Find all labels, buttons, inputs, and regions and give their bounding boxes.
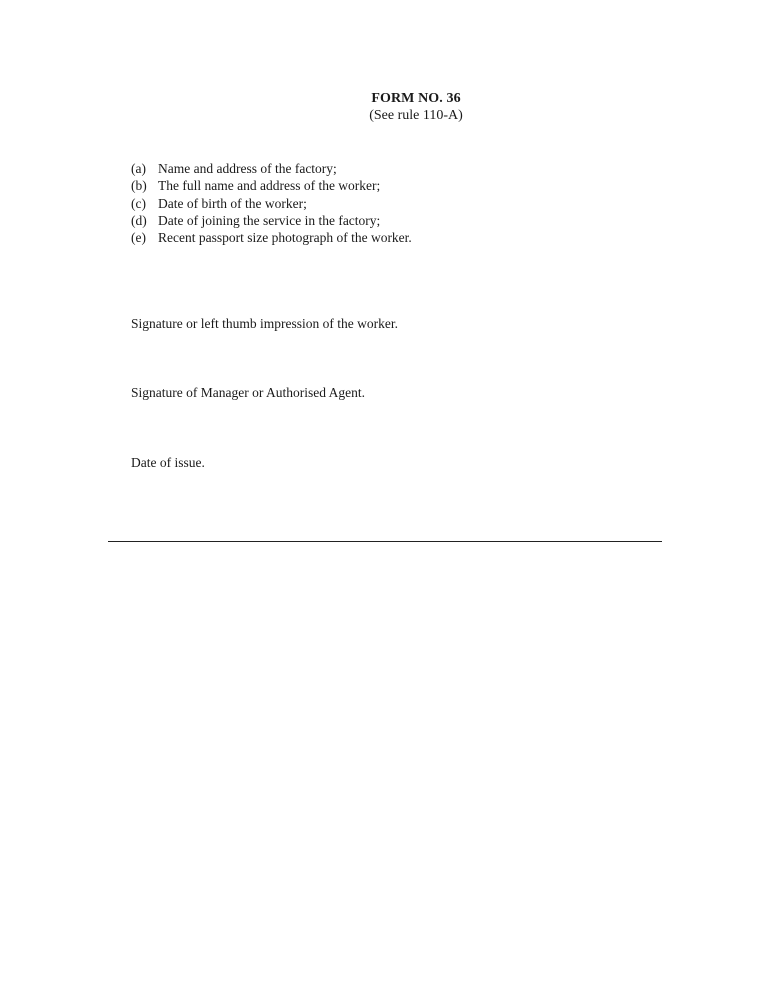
- signature-worker-label: Signature or left thumb impression of the worker.: [131, 316, 398, 331]
- item-text: Recent passport size photograph of the worker.: [158, 230, 412, 246]
- list-item: [131, 212, 412, 229]
- item-marker: (c): [131, 195, 146, 211]
- item-text: Date of joining the service in the factory;: [158, 212, 381, 228]
- form-title: FORM NO. 36: [371, 91, 461, 106]
- item-marker: (a): [131, 161, 146, 176]
- item-text: Date of birth of the worker;: [158, 195, 307, 211]
- signature-manager-label: Signature of Manager or Authorised Agent.: [131, 385, 365, 400]
- list-item: [131, 177, 412, 194]
- form-subtitle: (See rule 110-A): [369, 108, 463, 123]
- list-item: [131, 160, 412, 177]
- horizontal-rule: [108, 541, 662, 542]
- item-marker: (d): [131, 212, 147, 228]
- list-item: [131, 195, 412, 212]
- item-text: The full name and address of the worker;: [158, 178, 381, 194]
- list-item: [131, 229, 412, 246]
- form-items-list: [131, 160, 412, 246]
- item-text: Name and address of the factory;: [158, 161, 337, 176]
- item-marker: (e): [131, 230, 146, 246]
- date-of-issue-label: Date of issue.: [131, 455, 205, 470]
- item-marker: (b): [131, 178, 147, 194]
